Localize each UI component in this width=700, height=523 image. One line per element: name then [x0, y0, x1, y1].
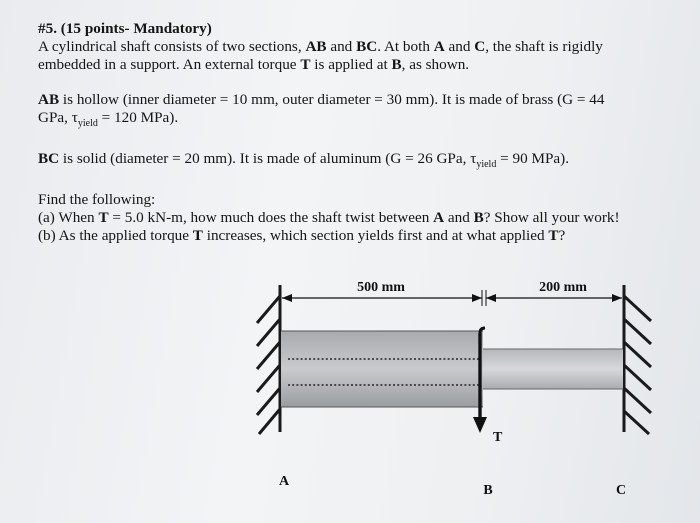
shaft-section-bc: [483, 349, 623, 389]
dimension-bc: [486, 280, 622, 306]
find-heading: Find the following:: [38, 191, 156, 209]
ab-description-line-1: AB is hollow (inner diameter = 10 mm, outer diameter = 30 mm). It is made of brass (G = 44: [38, 91, 605, 108]
ab-description-line-2: GPa, $\tau_{yield} = 120$ MPa).: [38, 109, 179, 130]
label-c: C: [615, 483, 627, 498]
shaft-section-ab: [281, 331, 483, 407]
question-b: (b) As the applied torque T increases, which section yields first and at what applied T?: [38, 227, 566, 245]
right-support-wall: [624, 285, 651, 434]
label-b: B: [483, 483, 493, 498]
dimension-bc-label: 200 mm: [539, 280, 587, 295]
problem-heading: #5. (15 points- Mandatory): [38, 20, 212, 37]
intro-line-1: A cylindrical shaft consists of two sections, AB and BC. At both A and C, the shaft is rigidly: [38, 38, 603, 55]
intro-line-2: embedded in a support. An external torque T is applied at B, as shown.: [38, 56, 470, 73]
dimension-ab-label: 500 mm: [357, 280, 405, 295]
torque-label: T: [493, 430, 503, 445]
dimension-ab: [282, 280, 482, 306]
question-a: (a) When T = 5.0 kN-m, how much does the shaft twist between A and B? Show all your work!: [38, 209, 620, 227]
bc-description: BC is solid (diameter = 20 mm). It is made of aluminum (G = 26 GPa, $\tau_{yield} = 90$ MPa).: [38, 150, 570, 171]
label-a: A: [278, 474, 290, 489]
left-support-wall: [257, 285, 280, 434]
